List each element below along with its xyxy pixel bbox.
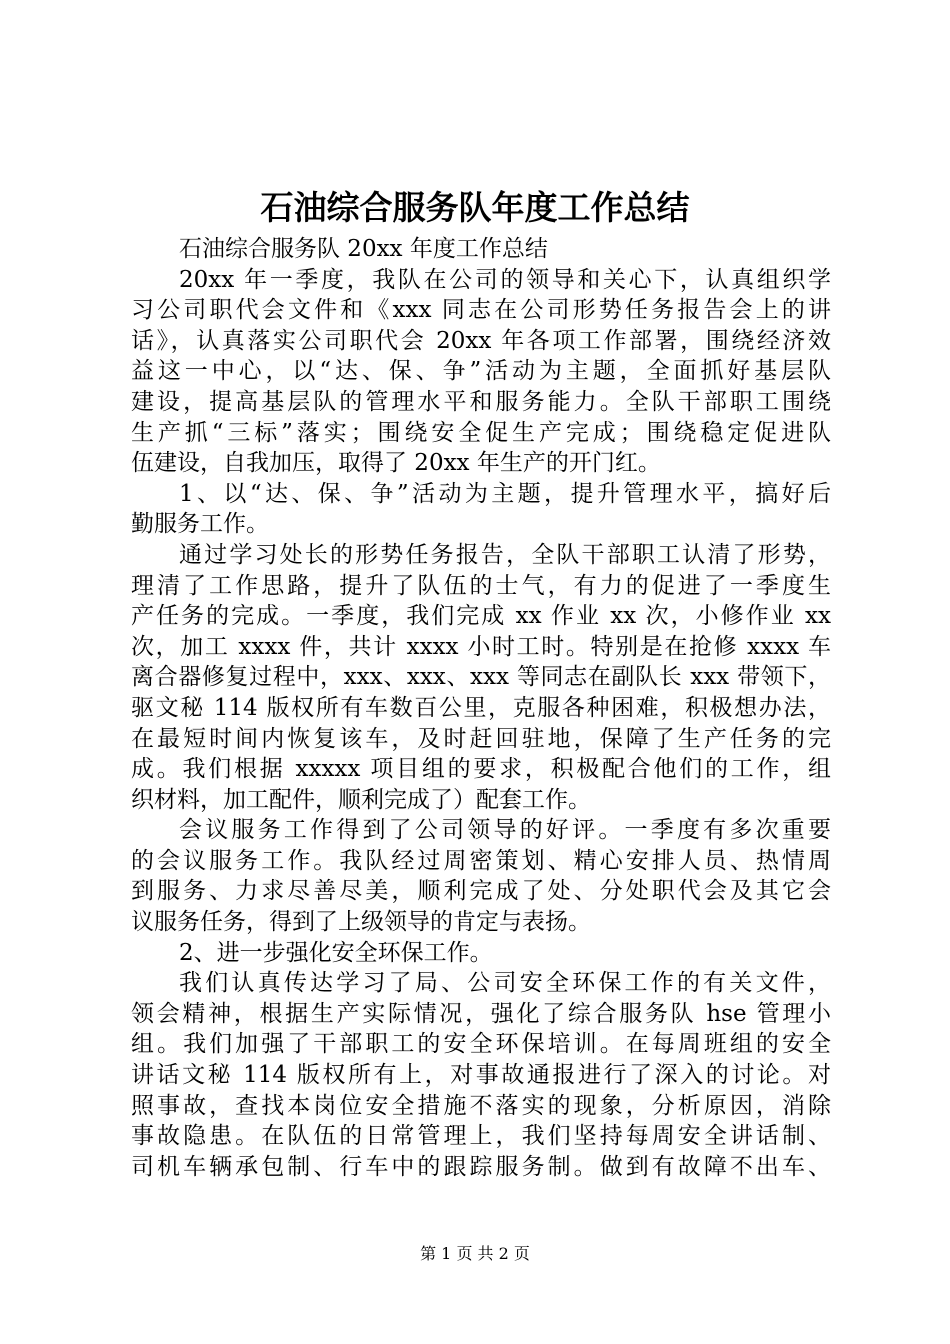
text-line: 话》，认真落实公司职代会 20xx 年各项工作部署，围绕经济效 [131, 327, 831, 354]
text-line: 在最短时间内恢复该车，及时赶回驻地，保障了生产任务的完 [131, 725, 831, 752]
text-line: 习公司职代会文件和《xxx 同志在公司形势任务报告会上的讲 [131, 297, 831, 324]
text-line: 益这一中心，以“达、保、争”活动为主题，全面抓好基层队 [131, 358, 831, 385]
text-line: 到服务、力求尽善尽美，顺利完成了处、分处职代会及其它会 [131, 878, 831, 905]
text-line: 建设，提高基层队的管理水平和服务能力。全队干部职工围绕 [131, 388, 831, 415]
text-line: 产任务的完成。一季度，我们完成 xx 作业 xx 次，小修作业 xx [131, 603, 831, 630]
text-line: 理清了工作思路，提升了队伍的士气，有力的促进了一季度生 [131, 572, 831, 599]
text-line: 驱文秘 114 版权所有车数百公里，克服各种困难，积极想办法， [131, 694, 831, 721]
text-line: 伍建设，自我加压，取得了 20xx 年生产的开门红。 [131, 450, 661, 477]
text-line: 组。我们加强了干部职工的安全环保培训。在每周班组的安全 [131, 1031, 831, 1058]
text-line: 我们认真传达学习了局、公司安全环保工作的有关文件， [179, 970, 831, 997]
text-line: 生产抓“三标”落实；围绕安全促生产完成；围绕稳定促进队 [131, 419, 831, 446]
text-line: 会议服务工作得到了公司领导的好评。一季度有多次重要 [179, 817, 831, 844]
text-line: 次，加工 xxxx 件，共计 xxxx 小时工时。特别是在抢修 xxxx 车 [131, 633, 831, 660]
document-body [131, 234, 831, 1182]
text-line: 议服务任务，得到了上级领导的肯定与表扬。 [131, 909, 591, 936]
text-line: 司机车辆承包制、行车中的跟踪服务制。做到有故障不出车、 [131, 1153, 831, 1180]
text-line: 的会议服务工作。我队经过周密策划、精心安排人员、热情周 [131, 847, 831, 874]
text-line: 成。我们根据 xxxxx 项目组的要求，积极配合他们的工作，组 [131, 756, 831, 783]
text-line: 事故隐患。在队伍的日常管理上，我们坚持每周安全讲话制、 [131, 1123, 831, 1150]
document-title: 石油综合服务队年度工作总结 [260, 188, 690, 227]
text-line: 勤服务工作。 [131, 511, 269, 538]
text-line: 领会精神，根据生产实际情况，强化了综合服务队 hse 管理小 [131, 1000, 831, 1027]
text-line: 1、以“达、保、争”活动为主题，提升管理水平，搞好后 [179, 480, 831, 507]
text-line: 织材料，加工配件，顺利完成了）配套工作。 [131, 786, 591, 813]
text-line: 20xx 年一季度，我队在公司的领导和关心下，认真组织学 [179, 266, 831, 293]
text-line: 讲话文秘 114 版权所有上，对事故通报进行了深入的讨论。对 [131, 1062, 831, 1089]
text-line: 2、进一步强化安全环保工作。 [179, 939, 493, 966]
text-line: 离合器修复过程中，xxx、xxx、xxx 等同志在副队长 xxx 带领下， [131, 664, 831, 691]
page-footer: 第 1 页 共 2 页 [420, 1244, 530, 1263]
text-line: 照事故，查找本岗位安全措施不落实的现象，分析原因，消除 [131, 1092, 831, 1119]
text-line: 石油综合服务队 20xx 年度工作总结 [179, 236, 548, 262]
text-line: 通过学习处长的形势任务报告，全队干部职工认清了形势， [179, 541, 831, 568]
